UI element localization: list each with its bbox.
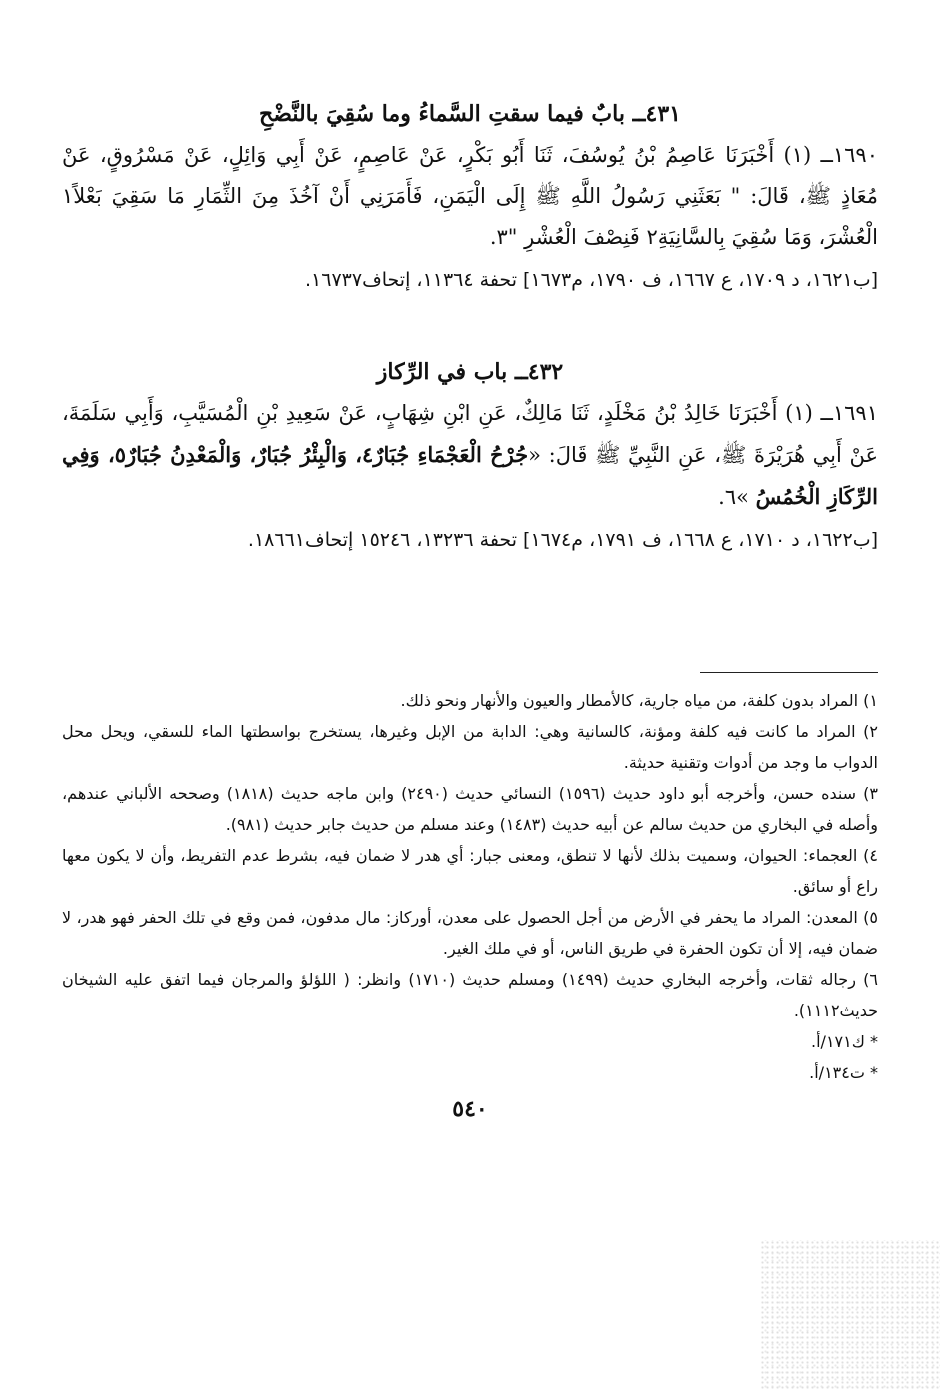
manuscript-marker-t: * ت١٣٤/أ. <box>809 1063 878 1082</box>
hadith-1690: ١٦٩٠ــ (١) أَخْبَرَنَا عَاصِمُ بْنُ يُوسُفَ، ثَنَا أَبُو بَكْرٍ، عَنْ عَاصِمٍ، عَنْ أَبِي وَائِلٍ، عَنْ مَسْرُوقٍ، عَنْ مُعَاذٍ ﷺ، قَالَ: " بَعَثَنِي رَسُولُ اللَّهِ ﷺ إِلَى الْيَمَنِ، فَأَمَرَنِي أَنْ آخُذَ مِنَ الثِّمَارِ مَا سَقِيَ بَعْلاً١ الْعُشْرَ، وَمَا سُقِيَ بِالسَّانِيَةِ٢ فَنِصْفَ الْعُشْرِ "٣. <box>62 143 878 249</box>
hadith-1691-closing: »٦. <box>718 485 756 509</box>
footnote-1: ١) المراد بدون كلفة، من مياه جارية، كالأمطار والعيون والأنهار ونحو ذلك. <box>400 691 878 710</box>
hadith-1691-matn-bold: جُرْحُ الْعَجْمَاءِ جُبَارٌ٤، وَالْبِئْرُ جُبَارٌ، وَالْمَعْدِنُ جُبَارٌ٥، وَفِي الرِّكَازِ الْخُمُسُ <box>62 442 878 509</box>
footnote-3: ٣) سنده حسن، وأخرجه أبو داود حديث (١٥٩٦) النسائي حديث (٢٤٩٠) وابن ماجه حديث (١٨١٨) وصححه الألباني عندهم، وأصله في البخاري من حديث سالم عن أبيه حديث (١٤٨٣) وعند مسلم من حديث جابر حديث (٩٨١). <box>62 784 879 834</box>
footnote-5: ٥) المعدن: المراد ما يحفر في الأرض من أجل الحصول على معدن، أوركاز: مال مدفون، فمن وقع في تلك الحفر فهو هدر، لا ضمان فيه، إلا أن تكون الحفرة في طريق الناس، أو في ملك الغير. <box>62 908 878 958</box>
page-number: ٥٤٠ <box>452 1096 488 1122</box>
hadith-1690-references: [ب١٦٢١، د ١٧٠٩، ع ١٦٦٧، ف ١٧٩٠، م١٦٧٣] تحفة ١١٣٦٤، إتحاف١٦٧٣٧. <box>304 269 878 291</box>
scan-noise-texture <box>760 1240 940 1390</box>
section-gap <box>62 300 878 338</box>
footnote-4: ٤) العجماء: الحيوان، وسميت بذلك لأنها لا تنطق، ومعنى جبار: أي هدر لا ضمان فيه، بشرط عدم التفريط، وأن لا يكون معها راع أو سائق. <box>62 846 878 896</box>
footnote-gap <box>62 560 878 672</box>
footnote-6: ٦) رجاله ثقات، وأخرجه البخاري حديث (١٤٩٩) ومسلم حديث (١٧١٠) وانظر: ( اللؤلؤ والمرجان فيما اتفق عليه الشيخان حديث١١١٢). <box>62 970 879 1020</box>
chapter-432-title: ٤٣٢ــ باب في الرِّكاز <box>376 359 564 385</box>
chapter-431-title: ٤٣١ــ بابٌ فيما سقتِ السَّماءُ وما سُقِيَ بالنَّضْحِ <box>259 101 681 127</box>
hadith-1691-references: [ب١٦٢٢، د ١٧١٠، ع ١٦٦٨، ف ١٧٩١، م١٦٧٤] تحفة ١٣٢٣٦، ١٥٢٤٦ إتحاف١٨٦٦١. <box>247 529 878 551</box>
footnote-2: ٢) المراد ما كانت فيه كلفة ومؤنة، كالسانية وهي: الدابة من الإبل وغيرها، يستخرج بواسطتها الماء للسقي، ويحل محل الدواب ما وجد من أدوات وتقنية حديثة. <box>62 722 878 772</box>
hadith-1691 <box>62 393 878 518</box>
page <box>62 80 878 1360</box>
hadith-1691-text: ١٦٩١ــ (١) أَخْبَرَنَا خَالِدُ بْنُ مَخْلَدٍ، ثَنَا مَالِكٌ، عَنِ ابْنِ شِهَابٍ، عَنْ سَعِيدِ بْنِ الْمُسَيَّبِ، وَأَبِي سَلَمَةَ، عَنْ أَبِي هُرَيْرَةَ ﷺ، عَنِ النَّبِيِّ ﷺ قَالَ: « <box>62 401 879 467</box>
footnote-divider <box>700 672 878 673</box>
manuscript-marker-k: * ك١٧١/أ. <box>811 1032 878 1051</box>
